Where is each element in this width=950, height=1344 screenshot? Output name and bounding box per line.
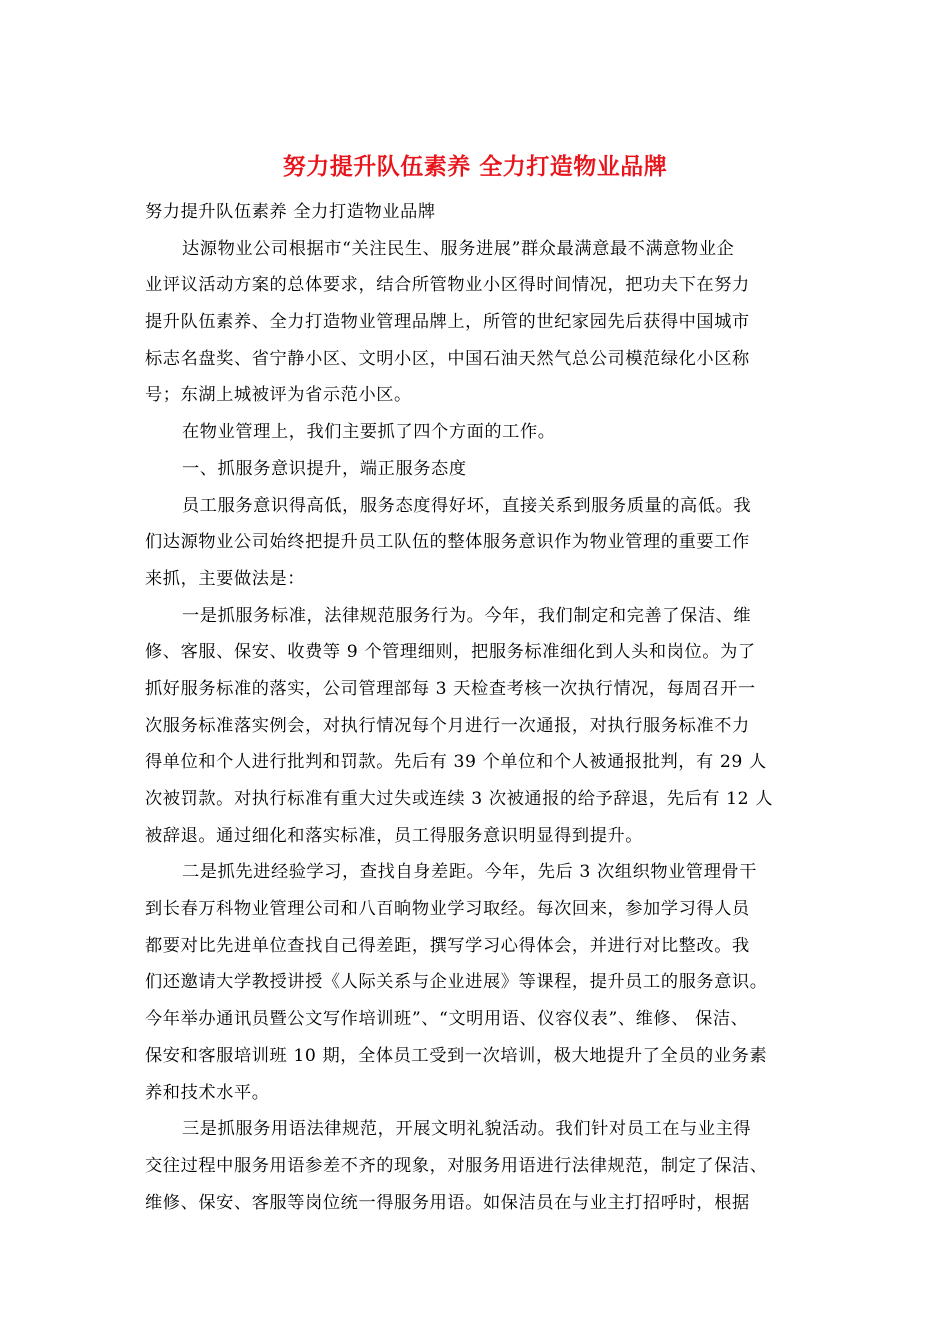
text-line: 在物业管理上，我们主要抓了四个方面的工作。 — [182, 422, 556, 443]
text-line: 业评议活动方案的总体要求，结合所管物业小区得时间情况，把功夫下在努力 — [145, 275, 750, 296]
text-line: 二是抓先进经验学习，查找自身差距。今年，先后 3 次组织物业管理骨干 — [182, 862, 758, 883]
text-line: 次服务标准落实例会，对执行情况每个月进行一次通报，对执行服务标准不力 — [145, 715, 750, 736]
text-line: 达源物业公司根据市“关注民生、服务进展”群众最满意最不满意物业企 — [182, 238, 735, 259]
text-line: 们还邀请大学教授讲授《人际关系与企业进展》等课程，提升员工的服务意识。 — [145, 972, 768, 993]
text-line: 提升队伍素养、全力打造物业管理品牌上，所管的世纪家园先后获得中国城市 — [145, 312, 750, 333]
document-title: 努力提升队伍素养 全力打造物业品牌 — [282, 153, 668, 180]
text-line: 努力提升队伍素养 全力打造物业品牌 — [145, 202, 436, 222]
text-line: 修、客服、保安、收费等 9 个管理细则，把服务标准细化到人头和岗位。为了 — [145, 642, 756, 663]
text-line: 一、抓服务意识提升，端正服务态度 — [182, 458, 467, 479]
text-line: 抓好服务标准的落实，公司管理部每 3 天检查考核一次执行情况，每周召开一 — [145, 678, 756, 699]
text-line: 们达源物业公司始终把提升员工队伍的整体服务意识作为物业管理的重要工作 — [145, 532, 750, 553]
text-line: 交往过程中服务用语参差不齐的现象，对服务用语进行法律规范，制定了保洁、 — [145, 1155, 768, 1176]
text-line: 员工服务意识得高低，服务态度得好坏，直接关系到服务质量的高低。我 — [182, 495, 752, 516]
text-line: 次被罚款。对执行标准有重大过失或连续 3 次被通报的给予辞退，先后有 12 人 — [145, 789, 774, 809]
text-line: 得单位和个人进行批判和罚款。先后有 39 个单位和个人被通报批判，有 29 人 — [145, 752, 767, 773]
text-line: 都要对比先进单位查找自己得差距，撰写学习心得体会，并进行对比整改。我 — [145, 935, 750, 956]
document-body — [145, 194, 825, 1221]
text-line: 一是抓服务标准，法律规范服务行为。今年，我们制定和完善了保洁、维 — [182, 605, 752, 626]
text-line: 维修、保安、客服等岗位统一得服务用语。如保洁员在与业主打招呼时，根据 — [145, 1192, 750, 1213]
text-line: 今年举办通讯员暨公文写作培训班”、“文明用语、仪容仪表”、维修、 保洁、 — [145, 1009, 749, 1030]
text-line: 号；东湖上城被评为省示范小区。 — [145, 385, 412, 406]
text-line: 来抓，主要做法是： — [145, 568, 306, 589]
text-line: 被辞退。通过细化和落实标准，员工得服务意识明显得到提升。 — [145, 825, 644, 846]
text-line: 养和技术水平。 — [145, 1082, 270, 1103]
text-line: 三是抓服务用语法律规范，开展文明礼貌活动。我们针对员工在与业主得 — [182, 1119, 752, 1140]
text-line: 到长春万科物业管理公司和八百晌物业学习取经。每次回来，参加学习得人员 — [145, 899, 750, 920]
text-line: 保安和客服培训班 10 期，全体员工受到一次培训，极大地提升了全员的业务素 — [145, 1045, 768, 1066]
text-line: 标志名盘奖、省宁静小区、文明小区，中国石油天然气总公司模范绿化小区称 — [145, 348, 750, 369]
